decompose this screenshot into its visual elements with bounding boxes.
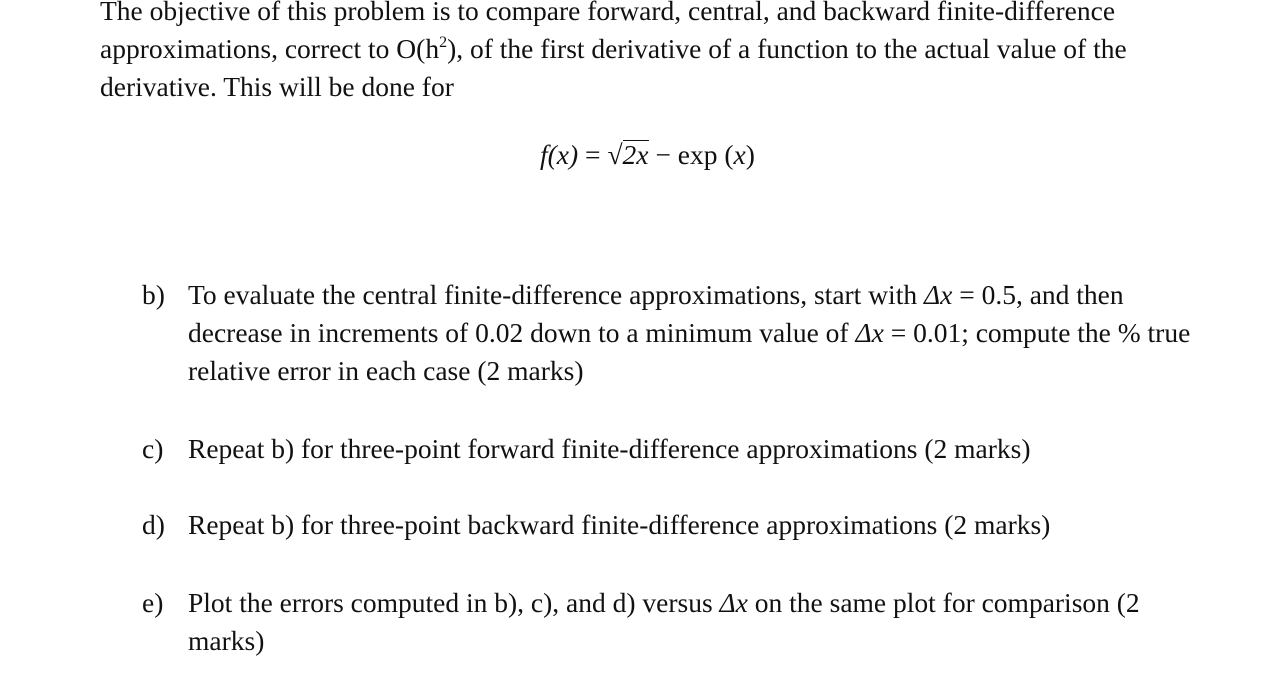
intro-paragraph <box>100 0 1210 106</box>
item-e-delta: Δx <box>719 587 748 618</box>
item-e-label: e) <box>142 587 164 618</box>
equation-minus: − <box>655 139 671 170</box>
exp-argument: x <box>733 139 746 170</box>
equation-equals: = <box>585 139 601 170</box>
item-c-text <box>188 430 1222 468</box>
item-b-text-3: = 0.01; compute the % true relative error in each case (2 marks) <box>188 317 1191 386</box>
square-root <box>607 136 648 174</box>
item-c <box>142 430 1222 468</box>
item-c-text-1: Repeat b) for three-point forward finite-difference approximations (2 marks) <box>188 433 1031 464</box>
item-b-text-1: To evaluate the central finite-difference approximations, start with <box>188 279 924 310</box>
intro-text-part1: The objective of this problem is to compare forward, central, and backward finite-difference approximations, correct to O(h <box>100 0 1116 64</box>
exp-close-paren: ) <box>745 139 755 170</box>
intro-text-part2: ), of the first derivative of a function to the actual value of the derivative. This will be done for <box>100 33 1127 102</box>
item-b-label: b) <box>142 279 165 310</box>
radicand: 2x <box>622 139 649 170</box>
item-b-delta-2: Δx <box>855 317 884 348</box>
item-b-text <box>188 276 1222 390</box>
item-b-text-2: = 0.5, and then decrease in increments of 0.02 down to a minimum value of <box>188 279 1124 348</box>
item-d-label: d) <box>142 509 165 540</box>
item-c-label: c) <box>142 433 164 464</box>
item-b-delta-1: Δx <box>923 279 953 310</box>
item-e <box>142 584 1222 660</box>
item-d-text <box>188 506 1222 544</box>
item-e-text <box>188 584 1222 660</box>
item-d <box>142 506 1222 544</box>
radical-sign-icon: √ <box>607 139 623 170</box>
item-d-text-1: Repeat b) for three-point backward finite-difference approximations (2 marks) <box>188 509 1051 540</box>
order-superscript: 2 <box>439 34 448 51</box>
equation-lhs: f(x) <box>540 139 579 170</box>
item-e-text-1: Plot the errors computed in b), c), and d) versus <box>188 587 720 618</box>
item-e-text-2: on the same plot for comparison (2 marks) <box>188 587 1140 656</box>
item-b <box>142 276 1222 390</box>
function-equation <box>540 136 755 174</box>
exp-function: exp ( <box>677 139 734 170</box>
